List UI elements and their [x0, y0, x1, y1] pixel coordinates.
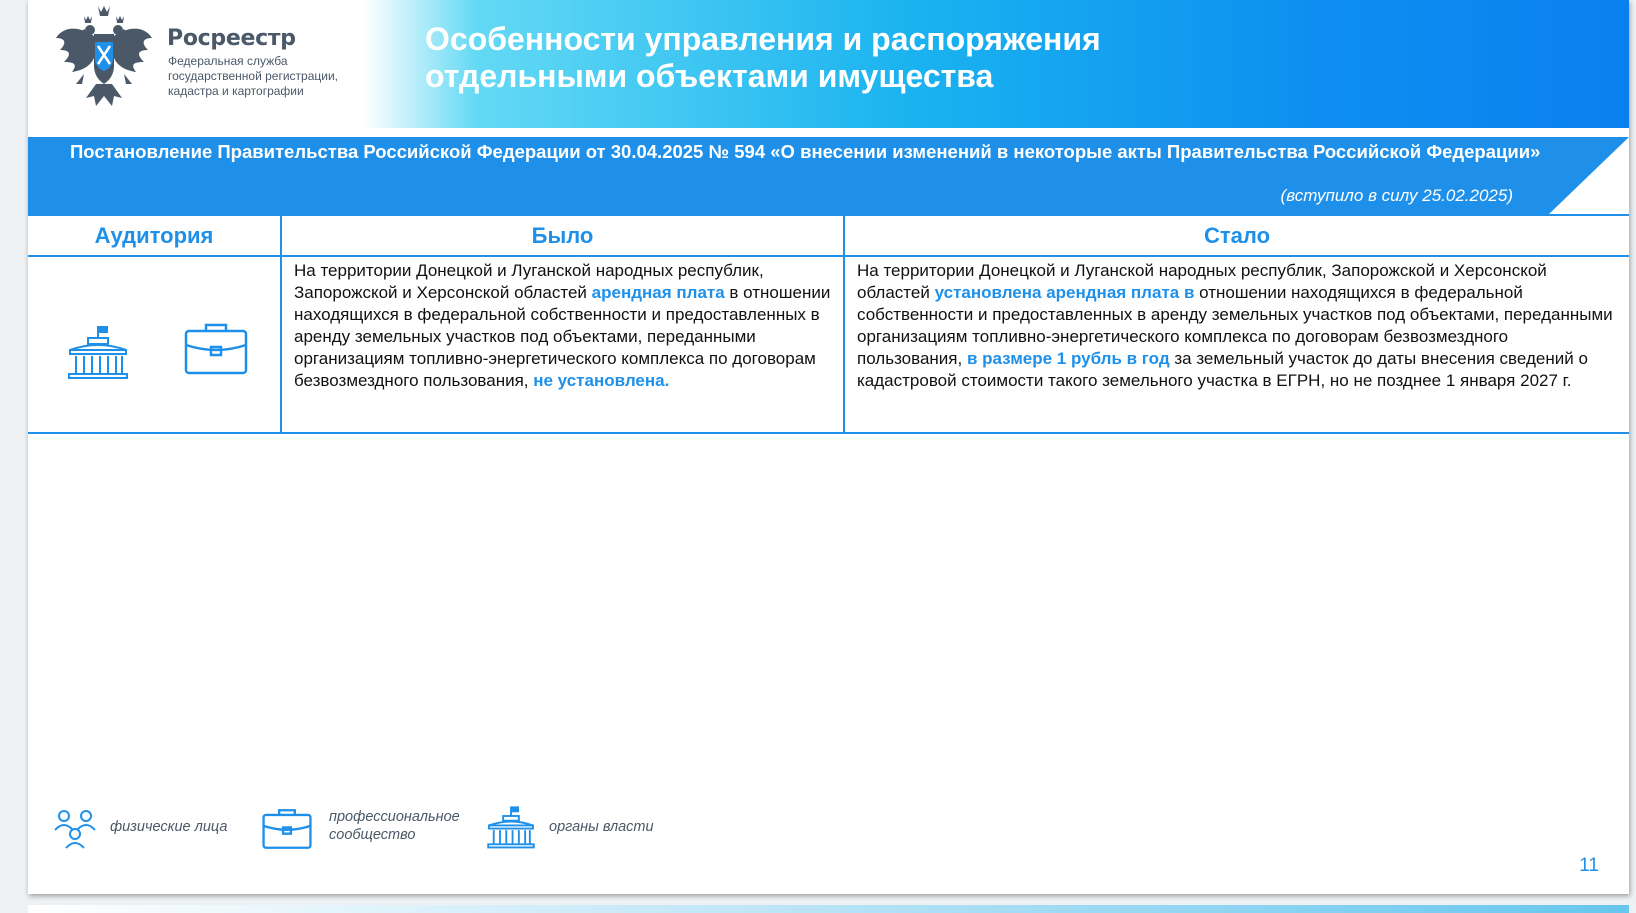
slide-header — [28, 0, 1629, 128]
decree-effective-date: (вступило в силу 25.02.2025) — [1280, 186, 1513, 205]
org-description — [168, 54, 338, 99]
decree-banner — [28, 137, 1629, 214]
after-text-cell — [844, 256, 1629, 433]
briefcase-icon — [184, 321, 248, 377]
table-row — [28, 256, 1629, 433]
slide-title-line: отдельными объектами имущества — [425, 58, 994, 94]
header-before: Было — [281, 215, 844, 256]
before-text-cell — [281, 256, 844, 433]
decree-text: Постановление Правительства Российской Федерации от 30.04.2025 № 594 «О внесении изменений в некоторые акты Правительства Российской Федерации» — [70, 141, 1541, 162]
people-group-icon — [52, 808, 98, 854]
after-text — [857, 261, 1613, 390]
body-text: в отношении находящихся в федеральной собственности и предоставленных в аренду земельных участков под объектами, переданными организациям топливно-энергетического комплекса по договорам безвозмездного пользования, — [294, 283, 831, 390]
slide-title-line: Особенности управления и распоряжения — [425, 21, 1101, 57]
header-after: Стало — [844, 215, 1629, 256]
slide — [28, 0, 1629, 894]
next-slide-edge — [28, 905, 1629, 913]
org-name: Росреестр — [167, 26, 296, 51]
government-building-icon — [487, 805, 535, 849]
slide-title — [425, 21, 1185, 95]
header-audience: Аудитория — [28, 215, 281, 256]
highlighted-text: не установлена. — [533, 371, 670, 390]
comparison-table — [28, 214, 1629, 434]
briefcase-icon — [262, 807, 312, 851]
legend-label-line: сообщество — [329, 827, 416, 843]
body-text: отношении находящихся в федеральной собственности и предоставленных в аренду земельных участков под объектами, переданными организациям топливно-энергетического комплекса по договорам безвозмездного пользования, — [857, 283, 1613, 368]
org-desc-line: кадастра и картографии — [168, 84, 304, 98]
double-headed-eagle-emblem-icon — [54, 4, 154, 112]
corner-decoration — [1549, 137, 1629, 214]
legend-label: органы власти — [549, 819, 654, 835]
body-text: На территории Донецкой и Луганской народных республик, Запорожской и Херсонской областей — [857, 261, 1547, 302]
body-text: На территории Донецкой и Луганской народных республик, Запорожской и Херсонской областей — [294, 261, 764, 302]
audience-cell — [28, 256, 281, 433]
org-desc-line: государственной регистрации, — [168, 69, 338, 83]
before-text — [294, 261, 830, 390]
org-desc-line: Федеральная служба — [168, 54, 288, 68]
highlighted-text: в размере 1 рубль в год — [966, 349, 1170, 368]
body-text: за земельный участок до даты внесения сведений о кадастровой стоимости такого земельного участка в ЕГРН, но не позднее 1 января 2027 г. — [857, 349, 1588, 390]
page-number: 11 — [1579, 855, 1599, 876]
legend-label: физические лица — [110, 819, 228, 835]
legend-label-professional — [329, 808, 460, 844]
government-building-icon — [68, 324, 128, 380]
highlighted-text: арендная плата — [591, 283, 725, 302]
highlighted-text: установлена арендная плата в — [934, 283, 1195, 302]
legend-label-line: профессиональное — [329, 809, 460, 825]
